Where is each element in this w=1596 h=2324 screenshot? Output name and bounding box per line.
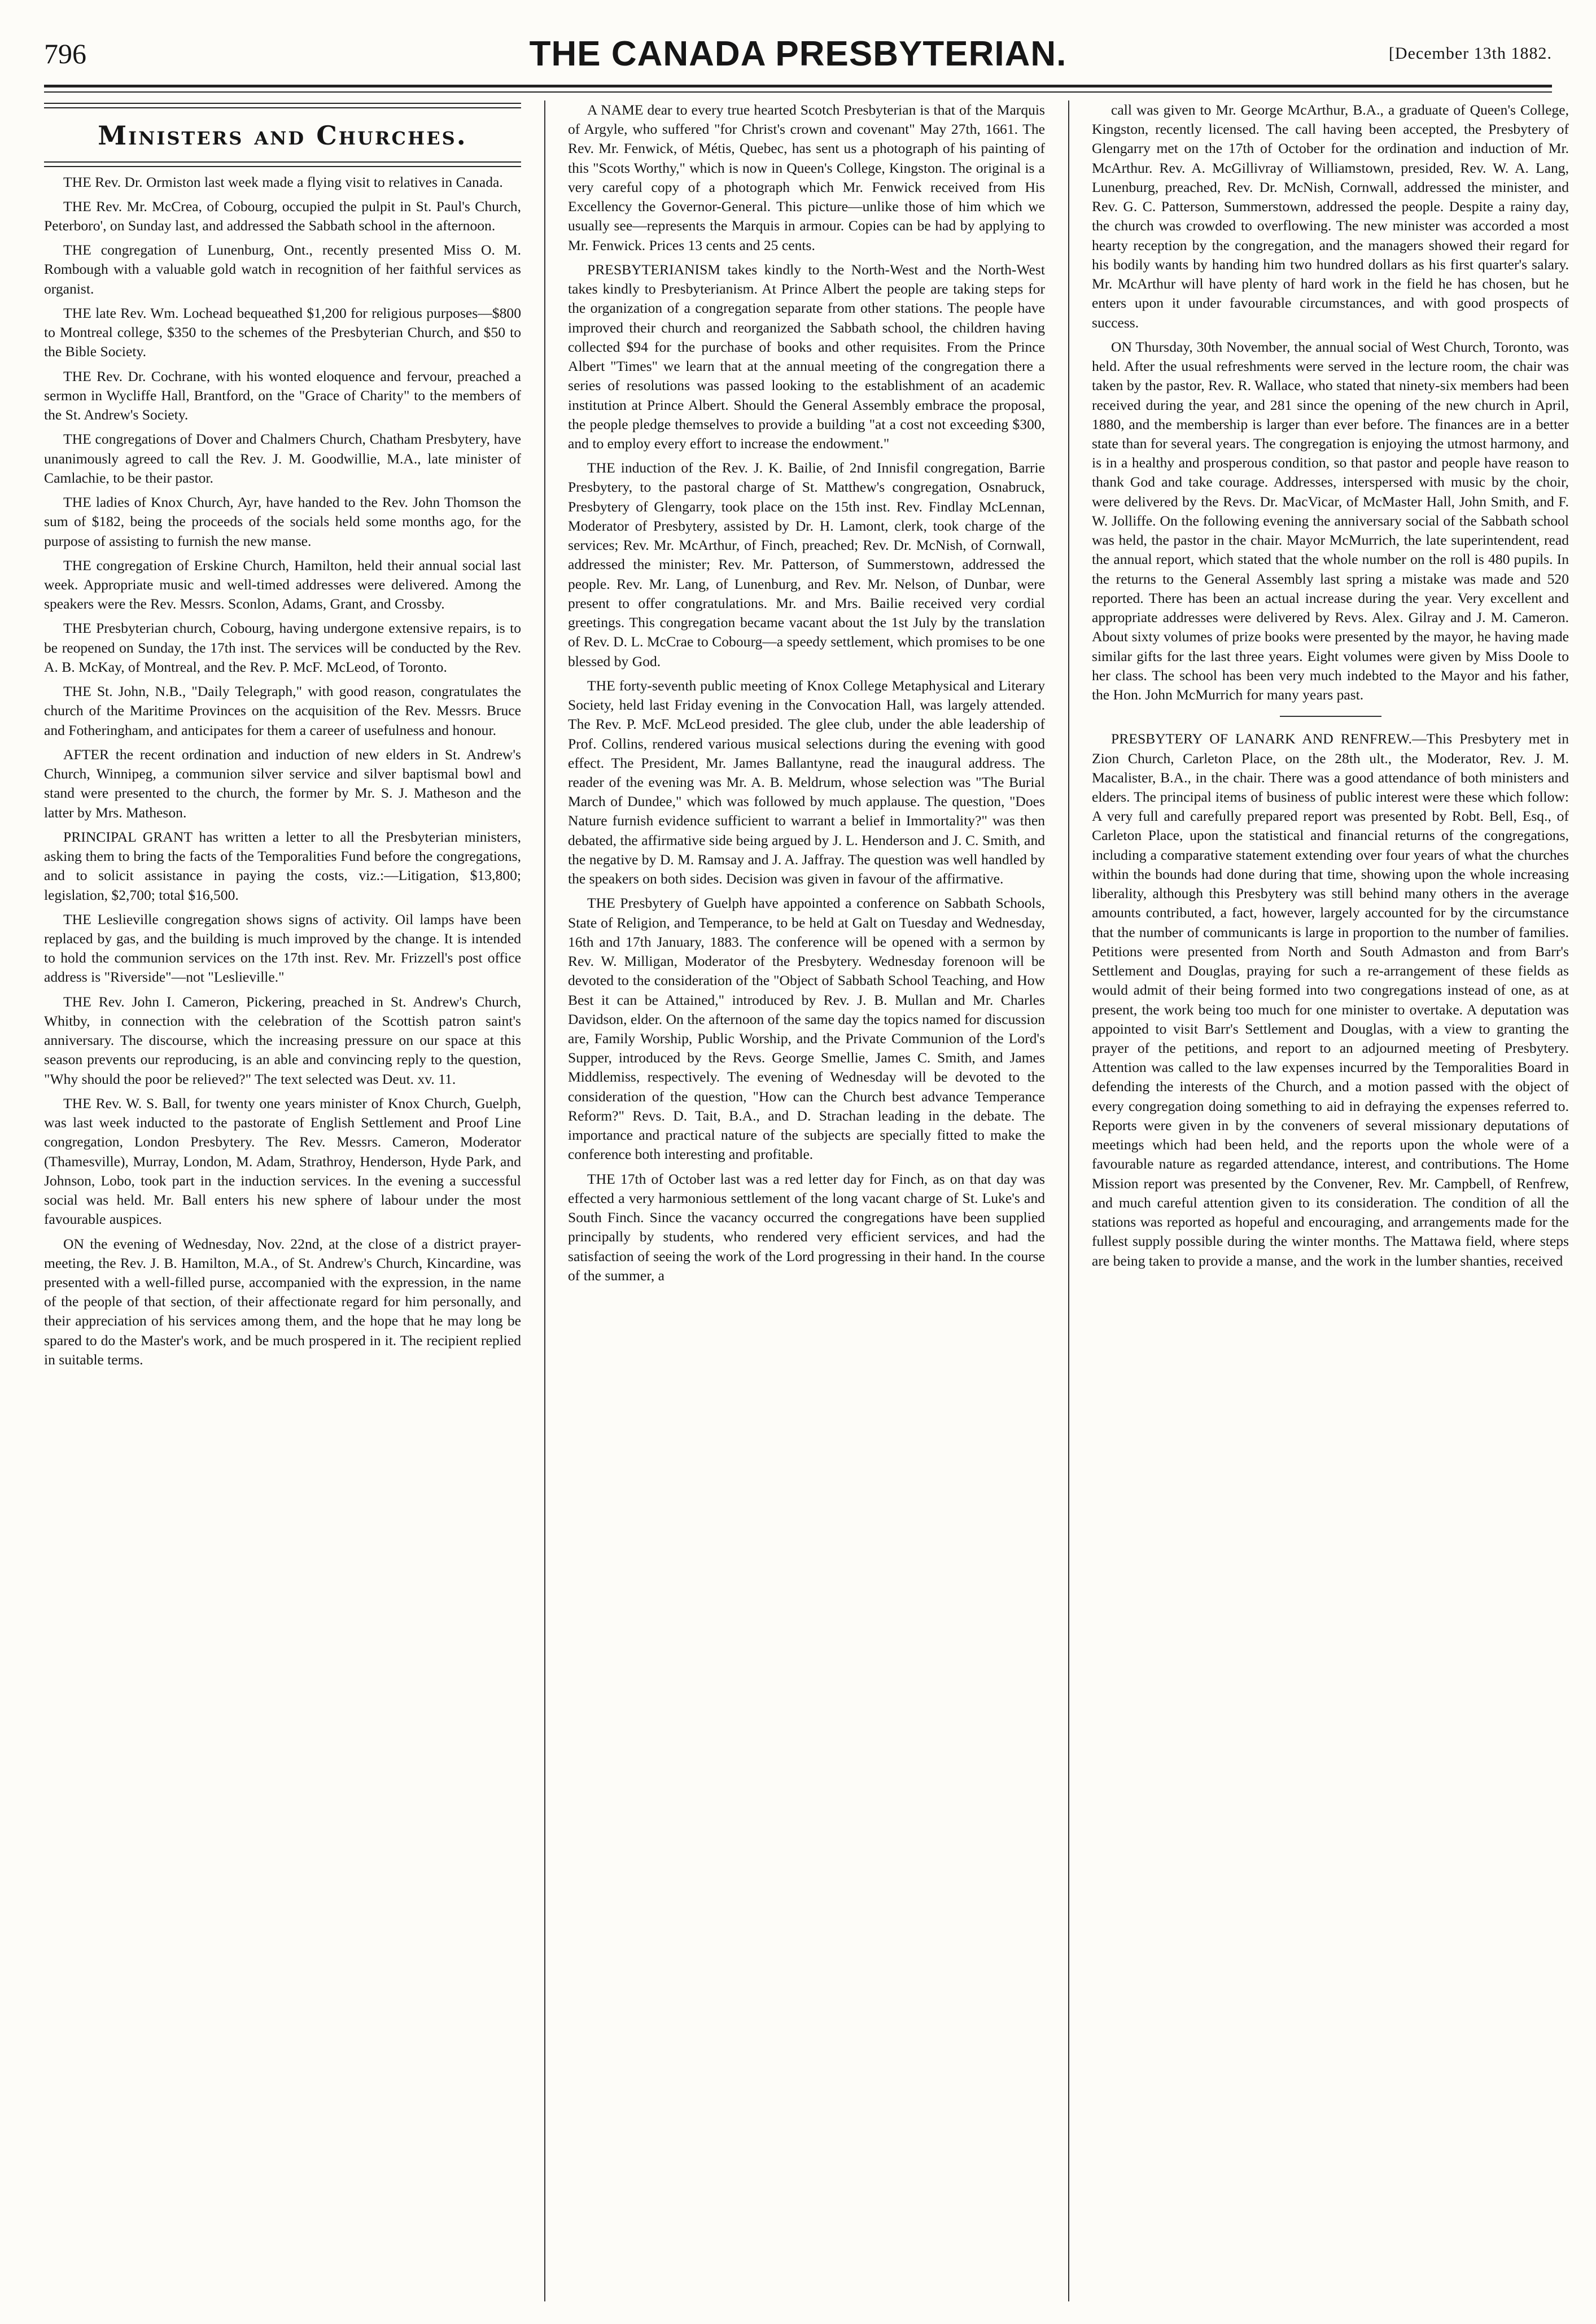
news-item-paragraph: THE induction of the Rev. J. K. Bailie, of 2nd Innisfil congregation, Barrie Presbytery, to the pastoral charge of St. Matthew's congregation, Osnabruck, Presbytery of Glengarry, took place on the 15th inst. Rev. Findlay McLennan, Moderator of Presbytery, assisted by Dr. H. Lamont, clerk, took charge of the services; Rev. Mr. McArthur, of Finch, preached; Rev. Dr. McNish, of Cornwall, addressed the minister; Rev. Mr. Patterson, of Summerstown, addressed the people. Rev. Mr. Lang, of Lunenburg, and Rev. Mr. Nelson, of Dunbar, were present to offer congratulations. Mr. and Mrs. Bailie received very cordial greetings. This congregation became vacant about the 1st July by the translation of Rev. D. L. McCrae to Cobourg—a speedy settlement, which promises to be one blessed by God. xyxy=(568,459,1045,669)
news-item-paragraph: ON Thursday, 30th November, the annual social of West Church, Toronto, was held. After the usual refreshments were served in the lecture room, the chair was taken by the pastor, Rev. R. Wallace, who stated that ninety-six members had been received during the year, and 281 since the opening of the new church in April, 1880, and the membership is larger than ever before. The finances are in a better state than for several years. The congregation is enjoying the utmost harmony, and is in a healthy and prosperous condition, so that pastor and people have reason to thank God and take courage. Addresses, interspersed with music by the choir, were delivered by the Revs. Dr. MacVicar, of McMaster Hall, John Smith, and F. W. Jolliffe. On the following evening the anniversary social of the Sabbath school was held, the pastor in the chair. Mayor McMurrich, the late superintendent, read the annual report, which stated that the whole number on the roll is 480 pupils. In the returns to the General Assembly last spring a mistake was made and 520 reported. There has been an actual increase during the year. Very excellent and appropriate addresses were delivered by Revs. Alex. Gilray and J. M. Cameron. About sixty volumes of prize books were presented by the mayor, he having made similar gifts for the last three years. Eight volumes were given by Miss Doole to her class. The school has been very much indebted to the Mayor and his father, the Hon. John McMurrich for many years past. xyxy=(1092,338,1569,703)
header-rule-thin xyxy=(44,91,1552,93)
header-rule-thick xyxy=(44,85,1552,87)
column-body xyxy=(568,100,1045,1285)
page-header xyxy=(44,28,1552,79)
news-item-paragraph: THE late Rev. Wm. Lochead bequeathed $1,200 for religious purposes—$800 to Montreal college, $350 to the schemes of the Presbyterian Church, and $50 to the Bible Society. xyxy=(44,304,521,360)
news-item-paragraph: THE Presbytery of Guelph have appointed a conference on Sabbath Schools, State of Religion, and Temperance, to be held at Galt on Tuesday and Wednesday, 16th and 17th January, 1883. The conference will be opened with a sermon by Rev. W. Milligan, Moderator of the Presbytery. Wednesday forenoon will be devoted to the consideration of the "Object of Sabbath School Teaching, and How Best it can be Attained," introduced by Rev. J. B. Mullan and Mr. Charles Davidson, elder. On the afternoon of the same day the topics named for discussion are, Family Worship, Public Worship, and the Private Communion of the Lord's Supper, introduced by the Revs. George Smellie, James C. Smith, and James Middlemiss, respectively. The evening of Wednesday will be devoted to the consideration of the question, "How can the Church best advance Temperance Reform?" Revs. D. Tait, B.A., and D. Strachan leading in the debate. The importance and practical nature of the subjects are specially fitted to make the conference both interesting and profitable. xyxy=(568,895,1045,1163)
news-item-paragraph: THE Rev. Mr. McCrea, of Cobourg, occupied the pulpit in St. Paul's Church, Peterboro', on Sunday last, and addressed the Sabbath school in the afternoon. xyxy=(44,198,521,234)
column-divider xyxy=(544,100,545,2301)
news-item-paragraph: THE forty-seventh public meeting of Knox College Metaphysical and Literary Society, held last Friday evening in the Convocation Hall, was largely attended. The Rev. P. McF. McLeod presided. The glee club, under the able leadership of Prof. Collins, rendered various musical selections during the evening with good effect. The President, Mr. James Ballantyne, read the inaugural address. The reader of the evening was Mr. A. B. Meldrum, whose selection was "The Burial March of Dundee," which was followed by much applause. The question, "Does Nature furnish evidence sufficient to warrant a belief in Immortality?" was then debated, the affirmative side being argued by J. L. Henderson and J. C. Smith, and the negative by D. M. Ramsay and J. A. Jaffray. The question was well handled by the speakers on both sides. Decision was given in favour of the affirmative. xyxy=(568,677,1045,887)
news-item-paragraph: call was given to Mr. George McArthur, B.A., a graduate of Queen's College, Kingston, recently licensed. The call having been accepted, the Presbytery of Glengarry met on the 17th of October for the ordination and induction of Mr. McArthur. Rev. A. McGillivray of Williamstown, presided, Rev. W. A. Lang, Lunenburg, preached, Rev. Dr. McNish, Cornwall, addressed the minister, and Rev. G. C. Patterson, Summerstown, addressed the people. Despite a rainy day, the church was crowded to overflowing. The new minister was accorded a most hearty reception by the congregation, and the managers showed their regard for his bodily wants by handing him two hundred dollars as his first quarter's salary. Mr. McArthur will have plenty of hard work in the field he has chosen, but he enters upon it under favourable circumstances, and with good prospects of success. xyxy=(1092,102,1569,331)
news-item-paragraph: AFTER the recent ordination and induction of new elders in St. Andrew's Church, Winnipeg, a communion silver service and silver baptismal bowl and stand were presented to the church, the former by Mr. S. J. Matheson and the latter by Mrs. Matheson. xyxy=(44,746,521,821)
column-body xyxy=(1092,100,1569,1271)
section-rule-bottom xyxy=(44,161,521,167)
news-item-paragraph: THE Rev. Dr. Ormiston last week made a flying visit to relatives in Canada. xyxy=(63,173,503,190)
news-item-paragraph: A NAME dear to every true hearted Scotch Presbyterian is that of the Marquis of Argyle, who suffered "for Christ's crown and covenant" May 27th, 1661. The Rev. Mr. Fenwick, of Métis, Quebec, has sent us a photograph of his painting of this "Scots Worthy," which is now in Queen's College, Kingston. The original is a very careful copy of a photograph which Mr. Fenwick received from His Excellency the Governor-General. This picture—unlike those of him which we usually see—represents the Marquis in armour. Copies can be had by applying to Mr. Fenwick. Prices 13 cents and 25 cents. xyxy=(568,102,1045,253)
news-item-paragraph: THE St. John, N.B., "Daily Telegraph," with good reason, congratulates the church of the Maritime Provinces on the acquisition of the Rev. Messrs. Bruce and Fotheringham, and anticipates for them a career of usefulness and honour. xyxy=(44,683,521,738)
article-separator xyxy=(1280,716,1381,717)
news-item-paragraph: ON the evening of Wednesday, Nov. 22nd, at the close of a district prayer-meeting, the Rev. J. B. Hamilton, M.A., of St. Andrew's Church, Kincardine, was presented with a well-filled purse, accompanied with the expression, in the name of the people of that section, of their affectionate regard for him personally, and their appreciation of his services among them, and the hope that he may long be spared to do the Master's work, and be much prospered in it. The recipient replied in suitable terms. xyxy=(44,1235,521,1368)
section-rule-top xyxy=(44,103,521,108)
article-column-1 xyxy=(44,100,521,2301)
news-item-paragraph: THE congregations of Dover and Chalmers Church, Chatham Presbytery, have unanimously agreed to call the Rev. J. M. Goodwillie, M.A., late minister of Camlachie, to be their pastor. xyxy=(44,431,521,486)
news-item-paragraph: PRINCIPAL GRANT has written a letter to all the Presbyterian ministers, asking them to bring the facts of the Temporalities Fund before the congregations, and to solicit assistance in paying the costs, viz.:—Litigation, $13,800; legislation, $2,700; total $16,500. xyxy=(44,828,521,903)
column-divider xyxy=(1068,100,1069,2301)
page-number: 796 xyxy=(44,38,86,69)
news-item-paragraph: THE congregation of Erskine Church, Hamilton, held their annual social last week. Appropriate music and well-timed addresses were delivered. Among the speakers were the Rev. Messrs. Sconlon, Adams, Grant, and Crossby. xyxy=(44,557,521,612)
news-item-paragraph: THE congregation of Lunenburg, Ont., recently presented Miss O. M. Rombough with a valuable gold watch in recognition of her faithful services as organist. xyxy=(44,242,521,297)
news-item-paragraph: PRESBYTERIANISM takes kindly to the North-West and the North-West takes kindly to Presbyterianism. At Prince Albert the people are taking steps for the organization of a congregation separate from other stations. The people have improved their church and reorganized the Sabbath school, the children having collected $94 for the purchase of books and other requisites. From the Prince Albert "Times" we learn that at the annual meeting of the congregation there a series of resolutions was passed looking to the establishment of an academic institution at Prince Albert. Should the General Assembly embrace the proposal, the people pledge themselves to provide a building "at a cost not exceeding $300, and to employ every effort to increase the endowment." xyxy=(568,261,1045,452)
news-item-paragraph: PRESBYTERY OF LANARK AND RENFREW.—This Presbytery met in Zion Church, Carleton Place, on the 28th ult., the Moderator, Rev. J. M. Macalister, B.A., in the chair. There was a good attendance of both ministers and elders. The principal items of business of public interest were these which follow: A very full and carefully prepared report was presented by Robt. Bell, Esq., of Carleton Place, upon the statistical and financial returns of the congregations, including a comparative statement extending over four years of what the churches within the bounds had done during that time, showing upon the whole increasing liberality, although this Presbytery was still behind many others in the average amounts contributed, a fact, however, largely accounted for by the circumstance that the number of communicants is large in proportion to the number of families. Petitions were presented from North and South Admaston and from Barr's Settlement and Douglas, praying for such a re-arrangement of these fields as would admit of their being formed into two congregations instead of one, as at present, the work being too much for one minister to overtake. A deputation was appointed to visit Barr's Settlement and Douglas, with a view to granting the prayer of the petitions, and report to an adjourned meeting of Presbytery. Attention was called to the law expenses incurred by the Temporalities Board in defending the interests of the Church, and a motion passed with the object of every congregation doing something to aid in defraying the expenses referred to. Reports were given in by the conveners of several missionary deputations of meetings which had been held, and the reports upon the whole were of a favourable nature as regarded attendance, interest, and contributions. The Home Mission report was presented by the Convener, Rev. Mr. Campbell, of Renfrew, and much careful attention given to its consideration. The condition of all the stations was reported as hopeful and encouraging, and arrangements made for the fullest supply possible during the winter months. The Mattawa field, where steps are being taken to provide a manse, and the work in the lumber shanties, received xyxy=(1092,730,1569,1269)
column-body xyxy=(44,173,521,1370)
article-column-2 xyxy=(568,100,1045,2301)
news-item-paragraph: THE Presbyterian church, Cobourg, having undergone extensive repairs, is to be reopened on Sunday, the 17th inst. The services will be conducted by the Rev. A. B. McKay, of Montreal, and the Rev. P. McF. McLeod, of Toronto. xyxy=(44,620,521,675)
news-item-paragraph: THE Rev. W. S. Ball, for twenty one years minister of Knox Church, Guelph, was last week inducted to the pastorate of English Settlement and Proof Line congregation, London Presbytery. The Rev. Messrs. Cameron, Moderator (Thamesville), Murray, London, M. Adam, Strathroy, Henderson, Hyde Park, and Johnson, Lobo, took part in the induction services. In the evening a successful social was held. Mr. Ball enters his new sphere of labour under the most favourable auspices. xyxy=(44,1095,521,1228)
news-item-paragraph: THE ladies of Knox Church, Ayr, have handed to the Rev. John Thomson the sum of $182, being the proceeds of the socials held some months ago, for the purpose of assisting to furnish the new manse. xyxy=(44,494,521,549)
issue-date: [December 13th 1882. xyxy=(1388,44,1552,63)
article-column-3 xyxy=(1092,100,1569,2301)
paper-title: THE CANADA PRESBYTERIAN. xyxy=(529,34,1067,73)
news-item-paragraph: THE 17th of October last was a red letter day for Finch, as on that day was effected a very harmonious settlement of the long vacant charge of St. Luke's and South Finch. Since the vacancy occurred the congregations have been supplied principally by students, who rendered very efficient services, and had the satisfaction of seeing the work of the Lord progressing in their hand. In the course of the summer, a xyxy=(568,1170,1045,1284)
news-item-paragraph: THE Rev. John I. Cameron, Pickering, preached in St. Andrew's Church, Whitby, in connection with the celebration of the Scottish patron saint's anniversary. The discourse, which the increasing pressure on our space at this season prevents our reproducing, is an able and convincing reply to the question, "Why should the poor be relieved?" The text selected was Deut. xv. 11. xyxy=(44,993,521,1087)
section-title: Ministers and Churches. xyxy=(98,120,467,151)
news-item-paragraph: THE Rev. Dr. Cochrane, with his wonted eloquence and fervour, preached a sermon in Wycliffe Hall, Brantford, on the "Grace of Charity" to the members of the St. Andrew's Society. xyxy=(44,367,521,423)
news-item-paragraph: THE Leslieville congregation shows signs of activity. Oil lamps have been replaced by gas, and the building is much improved by the change. It is intended to hold the communion services on the 17th inst. Rev. Mr. Frizzell's post office address is "Riverside"—not "Leslieville." xyxy=(44,911,521,986)
